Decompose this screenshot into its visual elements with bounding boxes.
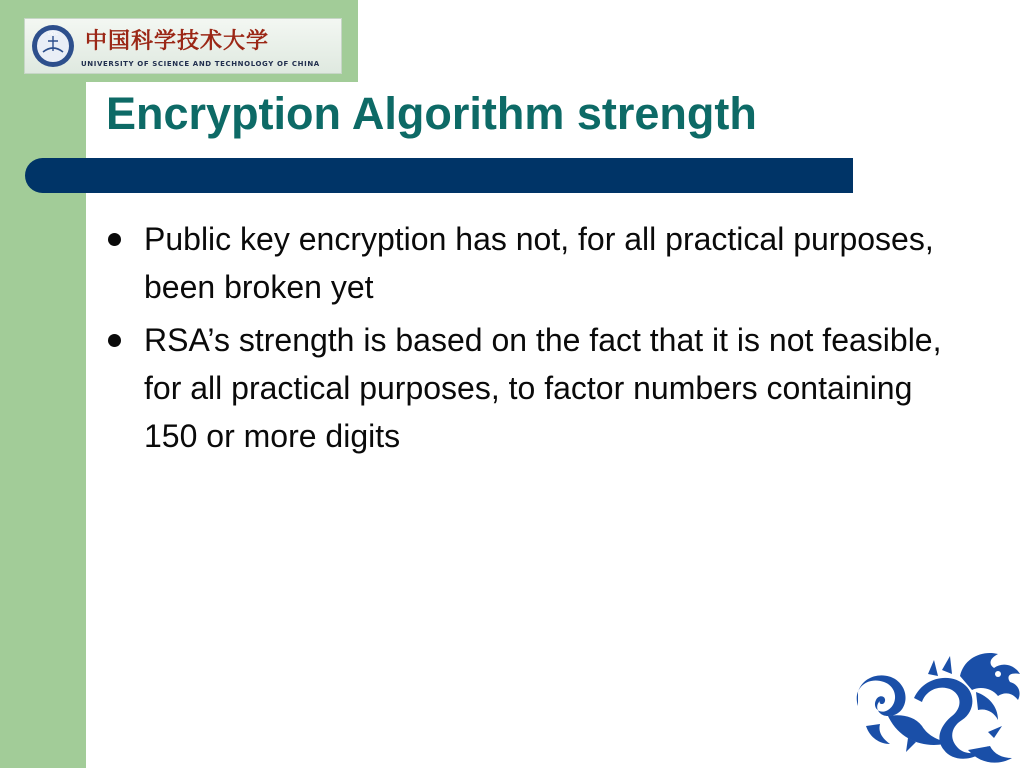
university-name-english: UNIVERSITY OF SCIENCE AND TECHNOLOGY OF CHINA bbox=[81, 60, 320, 68]
bullet-item bbox=[106, 215, 966, 311]
title-underline-bar bbox=[25, 158, 853, 193]
bullet-item bbox=[106, 316, 966, 460]
university-logo bbox=[24, 18, 342, 74]
slide-title: Encryption Algorithm strength bbox=[106, 88, 757, 139]
dragon-emblem-icon bbox=[848, 646, 1024, 768]
left-accent-band bbox=[0, 0, 86, 768]
seal-text: USTC bbox=[47, 31, 59, 36]
bullet-text: RSA’s strength is based on the fact that it is not feasible, for all practical purposes, to factor numbers containing 150 or more digits bbox=[144, 322, 942, 454]
bullet-text: Public key encryption has not, for all practical purposes, been broken yet bbox=[144, 221, 934, 305]
bullet-list bbox=[106, 215, 966, 465]
round-bullet-icon bbox=[108, 233, 121, 246]
round-bullet-icon bbox=[108, 334, 121, 347]
university-seal-icon bbox=[31, 24, 75, 68]
university-name-chinese: 中国科学技术大学 bbox=[85, 28, 270, 54]
